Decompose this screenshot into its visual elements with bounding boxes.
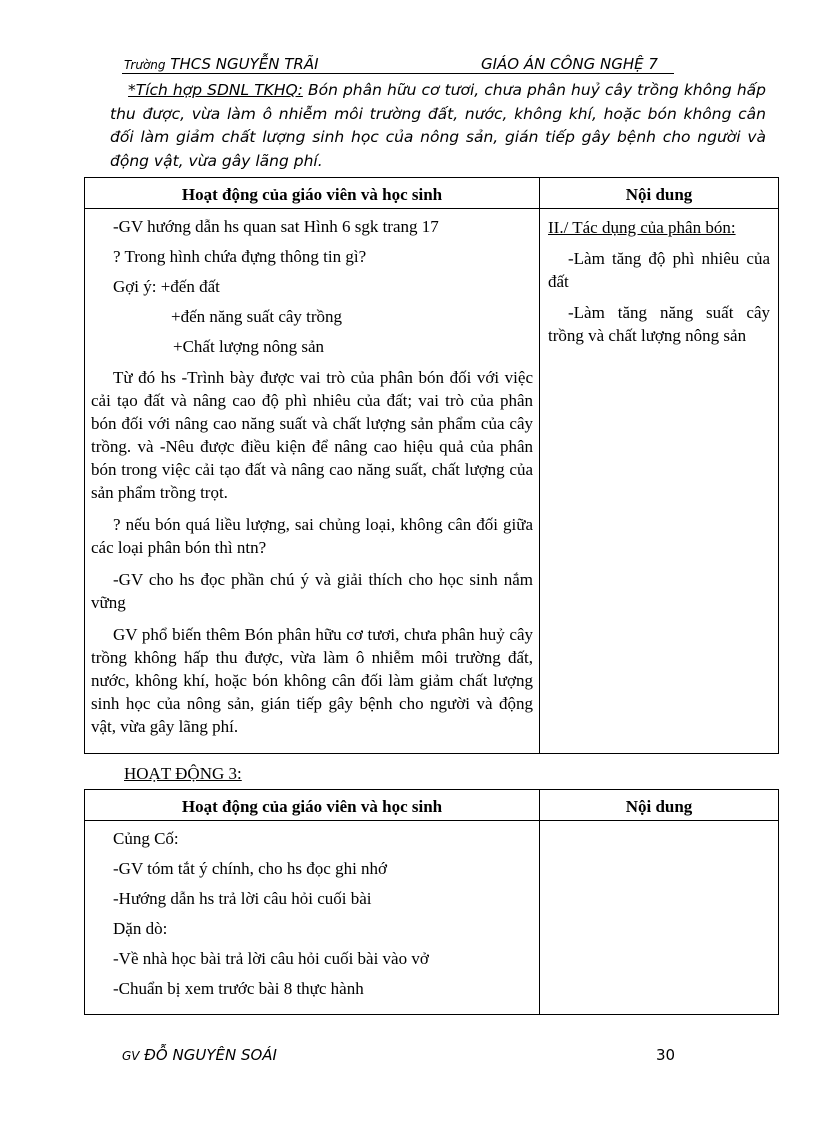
intro-paragraph <box>110 79 766 173</box>
activity-line: +Chất lượng nông sản <box>173 337 325 356</box>
activity-cell <box>85 821 540 1015</box>
activity-3-title: HOẠT ĐỘNG 3: <box>124 764 242 783</box>
table-row <box>85 209 779 754</box>
activity-cell <box>85 209 540 754</box>
activity-paragraph: -GV cho hs đọc phần chú ý và giải thích cho học sinh nắm vững <box>91 570 533 612</box>
intro-lead: *Tích hợp SDNL TKHQ: <box>128 81 303 99</box>
header-school-name: THCS NGUYỄN TRÃI <box>170 55 319 73</box>
table-row <box>85 821 779 1015</box>
activity-paragraph: ? nếu bón quá liều lượng, sai chủng loại, không cân đối giữa các loại phân bón thì ntn? <box>91 515 533 557</box>
content-cell <box>540 209 779 754</box>
lesson-table-2 <box>84 789 779 1015</box>
footer-teacher <box>122 1046 277 1064</box>
activity-line: Dặn dò: <box>113 919 168 938</box>
content-heading: II./ Tác dụng của phân bón: <box>548 218 736 237</box>
col-header-activity: Hoạt động của giáo viên và học sinh <box>85 790 540 821</box>
intro-text: Bón phân hữu cơ tươi, chưa phân huỷ cây trồng không hấp thu được, vừa làm ô nhiễm môi trường đất, nước, không khí, hoặc bón không cân đối làm giảm chất lượng sinh học của nông sản, gián tiếp gây bệnh cho người và động vật, vừa gây lãng phí. <box>110 81 766 170</box>
footer-gv-prefix: GV <box>122 1049 140 1063</box>
lesson-table-1 <box>84 177 779 754</box>
content-cell <box>540 821 779 1015</box>
activity-line: -GV tóm tắt ý chính, cho hs đọc ghi nhớ <box>113 859 388 878</box>
activity-line: ? Trong hình chứa đựng thông tin gì? <box>113 247 367 266</box>
footer-teacher-name: ĐỖ NGUYÊN SOÁI <box>144 1046 277 1064</box>
header-school-prefix: Trường <box>124 58 166 72</box>
activity-line: -Hướng dẫn hs trả lời câu hỏi cuối bài <box>113 889 372 908</box>
activity-paragraph: GV phổ biến thêm Bón phân hữu cơ tươi, chưa phân huỷ cây trồng không hấp thu được, vừa làm ô nhiễm môi trường đất, nước, không khí, hoặc bón không cân đối làm giảm chất lượng sinh học của nông sản, gián tiếp gây bệnh cho người và động vật, vừa gây lãng phí. <box>91 625 533 736</box>
activity-line: Gợi ý: +đến đất <box>113 277 220 296</box>
col-header-activity: Hoạt động của giáo viên và học sinh <box>85 178 540 209</box>
content-item: -Làm tăng độ phì nhiêu của đất <box>548 249 770 291</box>
header-school <box>124 55 319 73</box>
activity-paragraph: Từ đó hs -Trình bày được vai trò của phân bón đối với việc cải tạo đất và nâng cao độ phì nhiêu của đất; vai trò của phân bón đối với nâng cao năng suất và chất lượng sản phẩm của cây trồng. và -Nêu được điều kiện để nâng cao hiệu quả của phân bón trong việc cải tạo đất và nâng cao năng suất, chất lượng của sản phẩm trồng trọt. <box>91 368 533 502</box>
content-item: -Làm tăng năng suất cây trồng và chất lượng nông sản <box>548 303 770 345</box>
col-header-content: Nội dung <box>540 790 779 821</box>
activity-line: -Chuẩn bị xem trước bài 8 thực hành <box>113 979 364 998</box>
header-rule <box>122 73 674 74</box>
col-header-content: Nội dung <box>540 178 779 209</box>
table-header-row <box>85 790 779 821</box>
activity-line: -Về nhà học bài trả lời câu hỏi cuối bài vào vở <box>113 949 429 968</box>
table-header-row <box>85 178 779 209</box>
activity-line: +đến năng suất cây trồng <box>171 307 343 326</box>
page-number: 30 <box>656 1046 676 1064</box>
activity-line: -GV hướng dẫn hs quan sat Hình 6 sgk trang 17 <box>113 217 439 236</box>
header-subject: GIÁO ÁN CÔNG NGHỆ 7 <box>481 55 658 73</box>
activity-line: Củng Cố: <box>113 829 179 848</box>
